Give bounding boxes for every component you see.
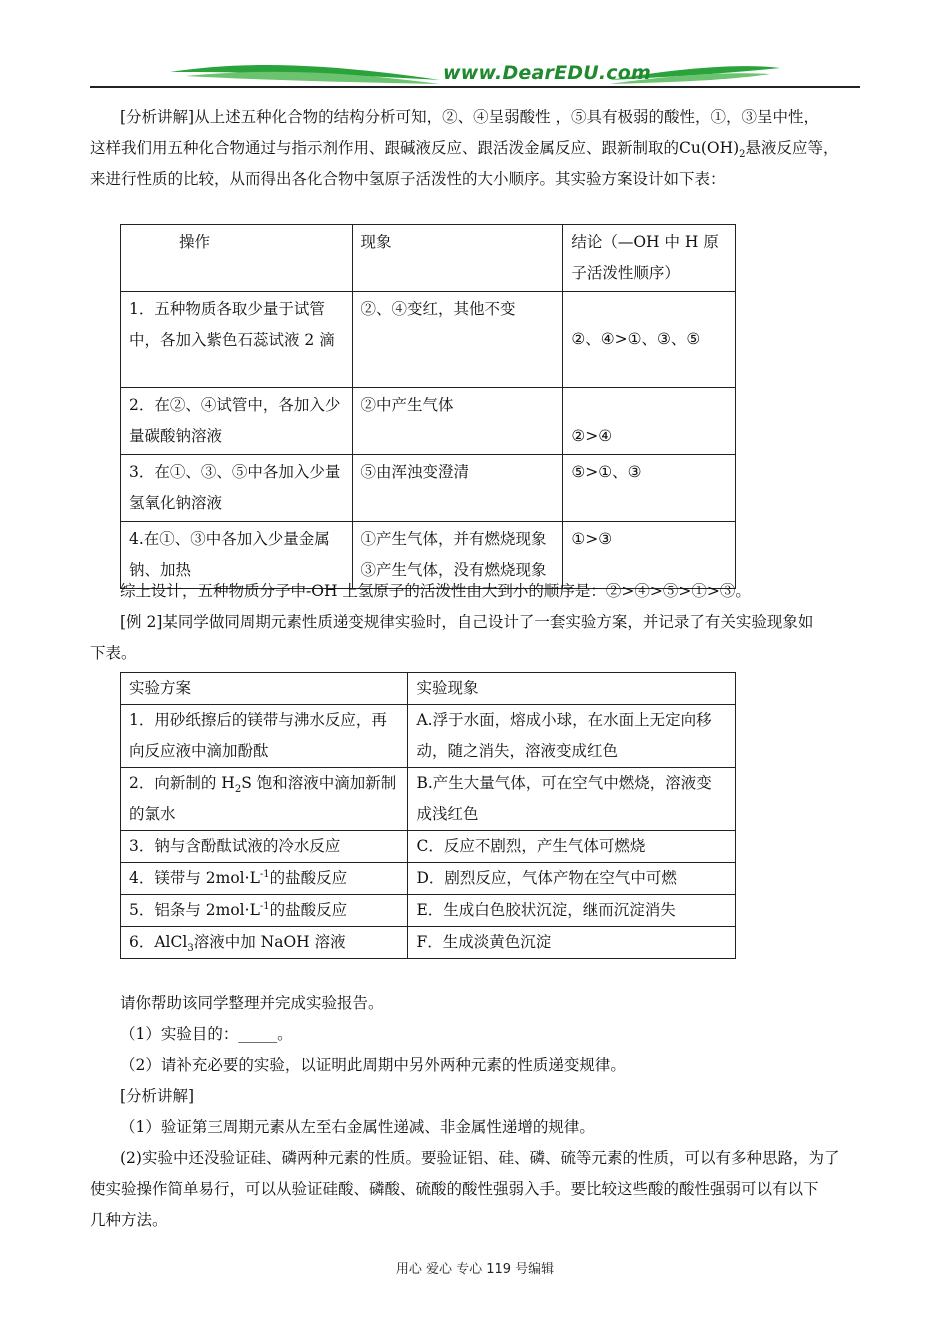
table-row — [121, 225, 736, 292]
table-cell: ①产生气体，并有燃烧现象 ③产生气体，没有燃烧现象 — [352, 522, 563, 589]
intro-line-3: 来进行性质的比较，从而得出各化合物中氢原子活泼性的大小顺序。其实验方案设计如下表： — [90, 170, 726, 188]
table-cell: 5．铝条与 $2mol\cdot L^{-1}$的盐酸反应 — [121, 895, 408, 927]
table-cell: F．生成淡黄色沉淀 — [408, 927, 736, 959]
experiment-table-2 — [120, 672, 736, 959]
analysis-item-2-line-1: (2)实验中还没验证硅、磷两种元素的性质。要验证铝、硅、磷、硫等元素的性质，可以有多种思路，为了 — [120, 1149, 840, 1167]
table-row — [121, 455, 736, 522]
table-cell: ⑤由浑浊变澄清 — [352, 455, 563, 522]
table-row — [121, 292, 736, 388]
table-cell: 1．五种物质各取少量于试管中，各加入紫色石蕊试液 2 滴 — [121, 292, 353, 388]
analysis-item-2-line-2: 使实验操作简单易行，可以从验证硅酸、磷酸、硫酸的酸性强弱入手。要比较这些酸的酸性强弱可以有以下 — [90, 1180, 819, 1198]
table-row — [121, 831, 736, 863]
report-item-2: （2）请补充必要的实验，以证明此周期中另外两种元素的性质递变规律。 — [120, 1056, 626, 1074]
table-cell: D．剧烈反应，气体产物在空气中可燃 — [408, 863, 736, 895]
brand-logo-text: www.DearEDU.com — [443, 62, 652, 84]
table-cell: 6．AlCl$_3$溶液中加 NaOH 溶液 — [121, 927, 408, 959]
table-header-cell: 实验现象 — [408, 673, 736, 705]
report-item-1: （1）实验目的：_____。 — [120, 1025, 293, 1043]
example2-line-1: [例 2]某同学做同周期元素性质递变规律实验时，自己设计了一套实验方案，并记录了有关实验现象如 — [120, 613, 814, 631]
table-cell: ②、④变红，其他不变 — [352, 292, 563, 388]
table-cell: A.浮于水面，熔成小球，在水面上无定向移动，随之消失，溶液变成红色 — [408, 705, 736, 768]
table-cell: ⑤>①、③ — [563, 455, 736, 522]
summary-text: 综上设计，五种物质分子中-OH 上氢原子的活泼性由大到小的顺序是：②>④>⑤>①>③。 — [120, 582, 751, 600]
table-header-cell: 现象 — [352, 225, 563, 292]
page-footer: 用心 爱心 专心 119 号编辑 — [395, 1262, 555, 1277]
table-cell: ②>④ — [563, 388, 736, 455]
table-row — [121, 927, 736, 959]
table-cell: B.产生大量气体，可在空气中燃烧，溶液变成浅红色 — [408, 768, 736, 831]
table-cell: 4．镁带与 $2mol\cdot L^{-1}$的盐酸反应 — [121, 863, 408, 895]
table-row — [121, 705, 736, 768]
table-row — [121, 673, 736, 705]
table-row — [121, 895, 736, 927]
table-row — [121, 388, 736, 455]
table-row — [121, 768, 736, 831]
table-cell: 1．用砂纸擦后的镁带与沸水反应，再向反应液中滴加酚酞 — [121, 705, 408, 768]
report-request: 请你帮助该同学整理并完成实验报告。 — [120, 994, 384, 1012]
table-cell: 3．钠与含酚酞试液的冷水反应 — [121, 831, 408, 863]
table-cell: ②、④>①、③、⑤ — [563, 292, 736, 388]
table-cell: C．反应不剧烈，产生气体可燃烧 — [408, 831, 736, 863]
table-cell: 4.在①、③中各加入少量金属钠、加热 — [121, 522, 353, 589]
table-cell: E．生成白色胶状沉淀，继而沉淀消失 — [408, 895, 736, 927]
table-header-cell: 操作 — [121, 225, 353, 292]
table-cell: 2．在②、④试管中，各加入少量碳酸钠溶液 — [121, 388, 353, 455]
experiment-table-1 — [120, 224, 736, 589]
table-cell: ②中产生气体 — [352, 388, 563, 455]
analysis-heading: [分析讲解] — [120, 1087, 195, 1105]
intro-line-2: 这样我们用五种化合物通过与指示剂作用、跟碱液反应、跟活泼金属反应、跟新制取的$Cu(OH)_2$悬液反应等， — [90, 139, 839, 161]
table-cell: ①>③ — [563, 522, 736, 589]
table-cell: 2．向新制的 $H_2S$ 饱和溶液中滴加新制的氯水 — [121, 768, 408, 831]
table-header-cell: 结论（—OH 中 H 原子活泼性顺序） — [563, 225, 736, 292]
intro-line-1: [分析讲解]从上述五种化合物的结构分析可知，②、④呈弱酸性 ，⑤具有极弱的酸性，①，③呈中性， — [120, 108, 820, 126]
analysis-item-1: （1）验证第三周期元素从左至右金属性递减、非金属性递增的规律。 — [120, 1118, 595, 1136]
header-rule — [90, 86, 860, 88]
analysis-item-2-line-3: 几种方法。 — [90, 1211, 168, 1229]
table-header-cell: 实验方案 — [121, 673, 408, 705]
table-row — [121, 863, 736, 895]
example2-line-2: 下表。 — [90, 644, 137, 662]
table-cell: 3．在①、③、⑤中各加入少量氢氧化钠溶液 — [121, 455, 353, 522]
